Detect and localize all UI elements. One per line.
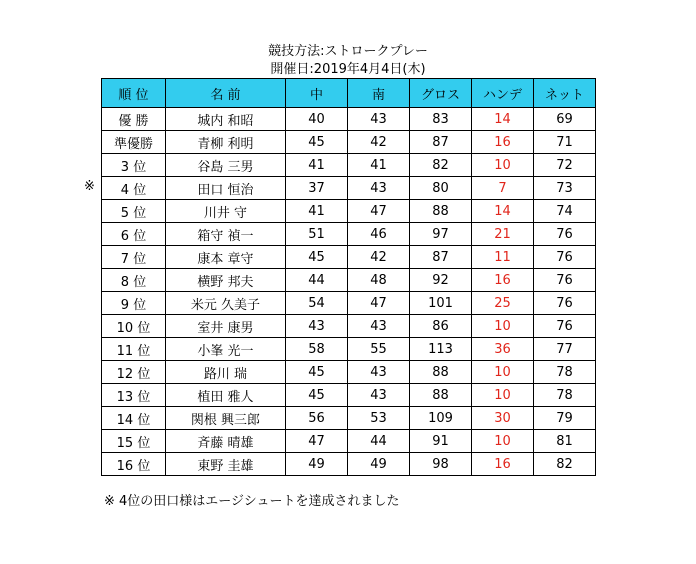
cell-in: 47 [348,200,410,223]
table-row [102,154,596,177]
cell-out: 45 [286,361,348,384]
cell-in: 43 [348,361,410,384]
cell-gross: 101 [410,292,472,315]
cell-out: 58 [286,338,348,361]
cell-handicap: 10 [472,315,534,338]
cell-name: 米元 久美子 [166,292,286,315]
cell-name: 川井 守 [166,200,286,223]
cell-handicap: 10 [472,430,534,453]
cell-rank: 11 位 [102,338,166,361]
cell-name: 東野 圭雄 [166,453,286,476]
cell-in: 47 [348,292,410,315]
cell-net: 71 [534,131,596,154]
cell-gross: 88 [410,361,472,384]
cell-name: 田口 恒治 [166,177,286,200]
cell-net: 78 [534,384,596,407]
cell-rank: 6 位 [102,223,166,246]
cell-out: 45 [286,131,348,154]
cell-out: 40 [286,108,348,131]
cell-rank: 12 位 [102,361,166,384]
table-row [102,177,596,200]
cell-rank: 3 位 [102,154,166,177]
cell-gross: 82 [410,154,472,177]
cell-name: 城内 和昭 [166,108,286,131]
table-row [102,246,596,269]
cell-name: 斉藤 晴雄 [166,430,286,453]
cell-net: 76 [534,269,596,292]
cell-handicap: 11 [472,246,534,269]
cell-gross: 87 [410,246,472,269]
cell-out: 45 [286,246,348,269]
cell-net: 74 [534,200,596,223]
cell-handicap: 10 [472,361,534,384]
cell-rank: 優 勝 [102,108,166,131]
table-row [102,430,596,453]
cell-net: 76 [534,292,596,315]
cell-name: 植田 雅人 [166,384,286,407]
cell-name: 路川 瑞 [166,361,286,384]
cell-rank: 16 位 [102,453,166,476]
cell-gross: 88 [410,384,472,407]
table-row [102,384,596,407]
footnote: ※ 4位の田口様はエージシュートを達成されました [104,494,400,509]
table-row [102,269,596,292]
cell-name: 小峯 光一 [166,338,286,361]
table-row [102,131,596,154]
cell-gross: 88 [410,200,472,223]
cell-rank: 15 位 [102,430,166,453]
cell-net: 76 [534,223,596,246]
cell-name: 康本 章守 [166,246,286,269]
cell-in: 43 [348,384,410,407]
cell-rank: 準優勝 [102,131,166,154]
cell-handicap: 30 [472,407,534,430]
cell-net: 82 [534,453,596,476]
header-row [102,79,596,108]
cell-in: 48 [348,269,410,292]
column-header-handicap: ハンデ [472,79,534,108]
cell-name: 箱守 禎一 [166,223,286,246]
cell-handicap: 10 [472,384,534,407]
column-header-in: 南 [348,79,410,108]
cell-handicap: 21 [472,223,534,246]
cell-gross: 109 [410,407,472,430]
cell-net: 79 [534,407,596,430]
cell-handicap: 16 [472,453,534,476]
cell-out: 44 [286,269,348,292]
cell-gross: 80 [410,177,472,200]
column-header-name: 名 前 [166,79,286,108]
cell-in: 42 [348,131,410,154]
cell-gross: 98 [410,453,472,476]
cell-rank: 4 位 [102,177,166,200]
cell-handicap: 14 [472,200,534,223]
table-row [102,200,596,223]
cell-gross: 86 [410,315,472,338]
results-table [101,78,596,476]
cell-net: 72 [534,154,596,177]
cell-net: 77 [534,338,596,361]
table-row [102,223,596,246]
cell-out: 37 [286,177,348,200]
table-row [102,407,596,430]
cell-rank: 7 位 [102,246,166,269]
cell-out: 41 [286,200,348,223]
cell-net: 81 [534,430,596,453]
cell-in: 41 [348,154,410,177]
cell-net: 76 [534,246,596,269]
cell-in: 53 [348,407,410,430]
page-title: 競技方法:ストロークプレー [268,44,428,59]
cell-rank: 8 位 [102,269,166,292]
column-header-rank: 順 位 [102,79,166,108]
cell-name: 横野 邦夫 [166,269,286,292]
column-header-out: 中 [286,79,348,108]
cell-in: 43 [348,177,410,200]
cell-out: 41 [286,154,348,177]
cell-handicap: 7 [472,177,534,200]
cell-name: 谷島 三男 [166,154,286,177]
cell-handicap: 10 [472,154,534,177]
cell-out: 47 [286,430,348,453]
cell-net: 78 [534,361,596,384]
cell-in: 44 [348,430,410,453]
cell-out: 45 [286,384,348,407]
cell-name: 関根 興三郎 [166,407,286,430]
table-row [102,292,596,315]
event-date: 開催日:2019年4月4日(木) [270,62,426,77]
cell-in: 42 [348,246,410,269]
cell-handicap: 14 [472,108,534,131]
cell-net: 69 [534,108,596,131]
table-row [102,315,596,338]
cell-handicap: 25 [472,292,534,315]
cell-net: 76 [534,315,596,338]
cell-net: 73 [534,177,596,200]
cell-out: 54 [286,292,348,315]
cell-gross: 87 [410,131,472,154]
cell-handicap: 16 [472,131,534,154]
cell-gross: 91 [410,430,472,453]
table-row [102,361,596,384]
cell-name: 室井 康男 [166,315,286,338]
cell-rank: 9 位 [102,292,166,315]
cell-gross: 113 [410,338,472,361]
cell-out: 43 [286,315,348,338]
cell-out: 49 [286,453,348,476]
cell-in: 49 [348,453,410,476]
cell-in: 43 [348,108,410,131]
table-row [102,108,596,131]
table-row [102,453,596,476]
cell-out: 51 [286,223,348,246]
cell-gross: 97 [410,223,472,246]
column-header-net: ネット [534,79,596,108]
cell-gross: 92 [410,269,472,292]
cell-in: 55 [348,338,410,361]
column-header-gross: グロス [410,79,472,108]
cell-name: 青柳 利明 [166,131,286,154]
cell-rank: 5 位 [102,200,166,223]
cell-out: 56 [286,407,348,430]
cell-handicap: 36 [472,338,534,361]
cell-in: 46 [348,223,410,246]
cell-rank: 13 位 [102,384,166,407]
table-row [102,338,596,361]
cell-rank: 14 位 [102,407,166,430]
cell-rank: 10 位 [102,315,166,338]
cell-handicap: 16 [472,269,534,292]
row-marker: ※ [84,179,95,194]
cell-gross: 83 [410,108,472,131]
cell-in: 43 [348,315,410,338]
